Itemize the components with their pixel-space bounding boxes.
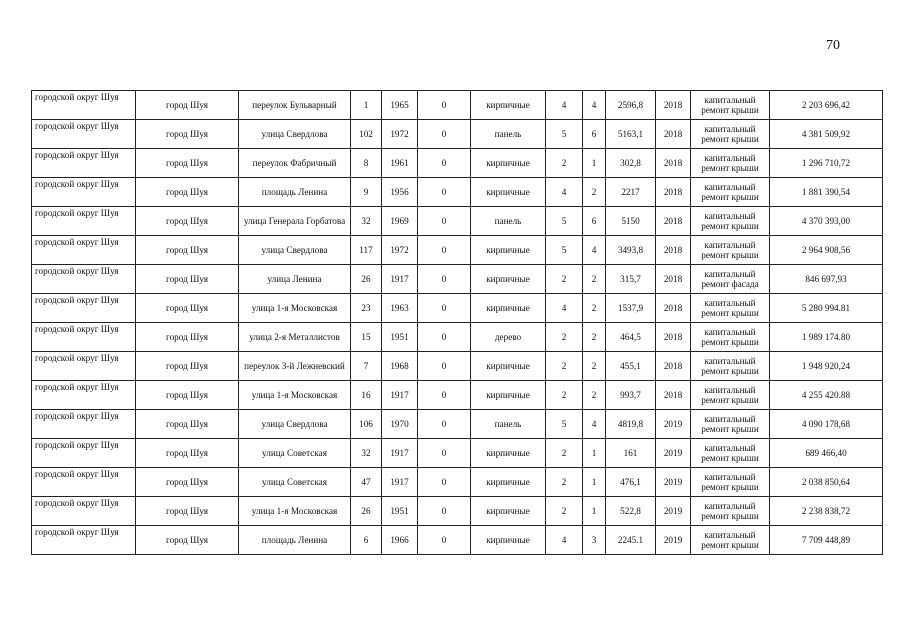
table-row (32, 526, 883, 555)
year-built-cell: 1965 (382, 91, 418, 120)
plan-year-cell: 2019 (656, 468, 691, 497)
plan-year-cell: 2018 (656, 91, 691, 120)
zero-value-cell: 0 (418, 120, 471, 149)
housing-repair-table (31, 90, 883, 555)
area-cell: 161 (606, 439, 656, 468)
house-number-cell: 23 (351, 294, 382, 323)
area-cell: 315,7 (606, 265, 656, 294)
town-cell: город Шуя (136, 439, 239, 468)
street-cell: улица 1-я Московская (239, 294, 351, 323)
floors-cell: 2 (546, 497, 583, 526)
floors-cell: 5 (546, 236, 583, 265)
district-cell: городской округ Шуя (32, 236, 136, 265)
house-number-cell: 15 (351, 323, 382, 352)
plan-year-cell: 2019 (656, 439, 691, 468)
entrances-cell: 2 (583, 294, 606, 323)
entrances-cell: 4 (583, 91, 606, 120)
entrances-cell: 2 (583, 178, 606, 207)
area-cell: 5150 (606, 207, 656, 236)
area-cell: 2245.1 (606, 526, 656, 555)
entrances-cell: 6 (583, 120, 606, 149)
plan-year-cell: 2018 (656, 149, 691, 178)
year-built-cell: 1970 (382, 410, 418, 439)
table-row (32, 410, 883, 439)
year-built-cell: 1961 (382, 149, 418, 178)
cost-cell: 1 948 920,24 (770, 352, 883, 381)
wall-material-cell: кирпичные (471, 526, 546, 555)
table-row (32, 439, 883, 468)
town-cell: город Шуя (136, 178, 239, 207)
year-built-cell: 1966 (382, 526, 418, 555)
wall-material-cell: кирпичные (471, 236, 546, 265)
year-built-cell: 1951 (382, 323, 418, 352)
zero-value-cell: 0 (418, 468, 471, 497)
floors-cell: 2 (546, 265, 583, 294)
plan-year-cell: 2018 (656, 120, 691, 149)
district-cell: городской округ Шуя (32, 207, 136, 236)
zero-value-cell: 0 (418, 526, 471, 555)
street-cell: улица 2-я Металлистов (239, 323, 351, 352)
district-cell: городской округ Шуя (32, 352, 136, 381)
area-cell: 3493,8 (606, 236, 656, 265)
floors-cell: 2 (546, 381, 583, 410)
cost-cell: 1 296 710,72 (770, 149, 883, 178)
street-cell: улица Генерала Горбатова (239, 207, 351, 236)
work-type-cell: капитальный ремонт крыши (691, 410, 770, 439)
wall-material-cell: кирпичные (471, 178, 546, 207)
town-cell: город Шуя (136, 207, 239, 236)
house-number-cell: 8 (351, 149, 382, 178)
zero-value-cell: 0 (418, 178, 471, 207)
area-cell: 5163,1 (606, 120, 656, 149)
zero-value-cell: 0 (418, 207, 471, 236)
district-cell: городской округ Шуя (32, 178, 136, 207)
year-built-cell: 1951 (382, 497, 418, 526)
work-type-cell: капитальный ремонт крыши (691, 497, 770, 526)
zero-value-cell: 0 (418, 265, 471, 294)
street-cell: переулок 3-й Лежневский (239, 352, 351, 381)
area-cell: 2596,8 (606, 91, 656, 120)
year-built-cell: 1963 (382, 294, 418, 323)
house-number-cell: 16 (351, 381, 382, 410)
area-cell: 993,7 (606, 381, 656, 410)
street-cell: площадь Ленина (239, 526, 351, 555)
zero-value-cell: 0 (418, 294, 471, 323)
area-cell: 302,8 (606, 149, 656, 178)
entrances-cell: 3 (583, 526, 606, 555)
plan-year-cell: 2018 (656, 265, 691, 294)
plan-year-cell: 2018 (656, 236, 691, 265)
town-cell: город Шуя (136, 294, 239, 323)
table-row (32, 149, 883, 178)
plan-year-cell: 2018 (656, 178, 691, 207)
district-cell: городской округ Шуя (32, 91, 136, 120)
table-row (32, 468, 883, 497)
year-built-cell: 1917 (382, 439, 418, 468)
work-type-cell: капитальный ремонт крыши (691, 352, 770, 381)
wall-material-cell: кирпичные (471, 381, 546, 410)
street-cell: улица Советская (239, 468, 351, 497)
cost-cell: 4 255 420.88 (770, 381, 883, 410)
town-cell: город Шуя (136, 526, 239, 555)
floors-cell: 5 (546, 120, 583, 149)
work-type-cell: капитальный ремонт крыши (691, 149, 770, 178)
district-cell: городской округ Шуя (32, 526, 136, 555)
work-type-cell: капитальный ремонт крыши (691, 468, 770, 497)
area-cell: 476,1 (606, 468, 656, 497)
work-type-cell: капитальный ремонт крыши (691, 207, 770, 236)
district-cell: городской округ Шуя (32, 149, 136, 178)
cost-cell: 4 381 509,92 (770, 120, 883, 149)
cost-cell: 2 238 838,72 (770, 497, 883, 526)
street-cell: улица Свердлова (239, 120, 351, 149)
district-cell: городской округ Шуя (32, 294, 136, 323)
entrances-cell: 2 (583, 265, 606, 294)
street-cell: переулок Фабричный (239, 149, 351, 178)
year-built-cell: 1917 (382, 265, 418, 294)
district-cell: городской округ Шуя (32, 410, 136, 439)
wall-material-cell: кирпичные (471, 468, 546, 497)
plan-year-cell: 2018 (656, 207, 691, 236)
cost-cell: 7 709 448,89 (770, 526, 883, 555)
cost-cell: 2 964 908,56 (770, 236, 883, 265)
table-row (32, 91, 883, 120)
table-row (32, 294, 883, 323)
floors-cell: 4 (546, 178, 583, 207)
house-number-cell: 26 (351, 265, 382, 294)
town-cell: город Шуя (136, 91, 239, 120)
cost-cell: 1 881 390,54 (770, 178, 883, 207)
page-number: 70 (826, 38, 840, 53)
street-cell: улица Свердлова (239, 236, 351, 265)
zero-value-cell: 0 (418, 497, 471, 526)
floors-cell: 2 (546, 149, 583, 178)
plan-year-cell: 2018 (656, 323, 691, 352)
cost-cell: 689 466,40 (770, 439, 883, 468)
house-number-cell: 1 (351, 91, 382, 120)
floors-cell: 2 (546, 323, 583, 352)
floors-cell: 5 (546, 207, 583, 236)
floors-cell: 2 (546, 352, 583, 381)
entrances-cell: 1 (583, 439, 606, 468)
house-number-cell: 106 (351, 410, 382, 439)
cost-cell: 4 370 393,00 (770, 207, 883, 236)
wall-material-cell: дерево (471, 323, 546, 352)
town-cell: город Шуя (136, 149, 239, 178)
cost-cell: 2 038 850,64 (770, 468, 883, 497)
table-row (32, 323, 883, 352)
floors-cell: 4 (546, 294, 583, 323)
year-built-cell: 1969 (382, 207, 418, 236)
entrances-cell: 4 (583, 410, 606, 439)
town-cell: город Шуя (136, 236, 239, 265)
zero-value-cell: 0 (418, 323, 471, 352)
table-row (32, 178, 883, 207)
cost-cell: 5 280 994.81 (770, 294, 883, 323)
town-cell: город Шуя (136, 468, 239, 497)
plan-year-cell: 2019 (656, 497, 691, 526)
plan-year-cell: 2018 (656, 352, 691, 381)
town-cell: город Шуя (136, 265, 239, 294)
cost-cell: 4 090 178,68 (770, 410, 883, 439)
wall-material-cell: кирпичные (471, 149, 546, 178)
work-type-cell: капитальный ремонт крыши (691, 439, 770, 468)
wall-material-cell: панель (471, 207, 546, 236)
entrances-cell: 1 (583, 468, 606, 497)
work-type-cell: капитальный ремонт крыши (691, 323, 770, 352)
street-cell: улица Советская (239, 439, 351, 468)
zero-value-cell: 0 (418, 236, 471, 265)
town-cell: город Шуя (136, 381, 239, 410)
town-cell: город Шуя (136, 497, 239, 526)
district-cell: городской округ Шуя (32, 265, 136, 294)
district-cell: городской округ Шуя (32, 120, 136, 149)
house-number-cell: 26 (351, 497, 382, 526)
year-built-cell: 1972 (382, 120, 418, 149)
district-cell: городской округ Шуя (32, 381, 136, 410)
entrances-cell: 2 (583, 381, 606, 410)
wall-material-cell: панель (471, 410, 546, 439)
zero-value-cell: 0 (418, 91, 471, 120)
wall-material-cell: кирпичные (471, 294, 546, 323)
plan-year-cell: 2018 (656, 381, 691, 410)
wall-material-cell: кирпичные (471, 265, 546, 294)
district-cell: городской округ Шуя (32, 468, 136, 497)
house-number-cell: 102 (351, 120, 382, 149)
town-cell: город Шуя (136, 410, 239, 439)
table-row (32, 207, 883, 236)
work-type-cell: капитальный ремонт крыши (691, 178, 770, 207)
work-type-cell: капитальный ремонт крыши (691, 91, 770, 120)
area-cell: 455,1 (606, 352, 656, 381)
wall-material-cell: кирпичные (471, 91, 546, 120)
area-cell: 4819,8 (606, 410, 656, 439)
work-type-cell: капитальный ремонт крыши (691, 381, 770, 410)
floors-cell: 4 (546, 91, 583, 120)
street-cell: улица 1-я Московская (239, 497, 351, 526)
table-row (32, 381, 883, 410)
zero-value-cell: 0 (418, 352, 471, 381)
entrances-cell: 4 (583, 236, 606, 265)
zero-value-cell: 0 (418, 149, 471, 178)
work-type-cell: капитальный ремонт крыши (691, 120, 770, 149)
table-row (32, 352, 883, 381)
entrances-cell: 1 (583, 149, 606, 178)
work-type-cell: капитальный ремонт фасада (691, 265, 770, 294)
table-row (32, 236, 883, 265)
street-cell: площадь Ленина (239, 178, 351, 207)
cost-cell: 2 203 696,42 (770, 91, 883, 120)
entrances-cell: 6 (583, 207, 606, 236)
entrances-cell: 2 (583, 323, 606, 352)
table-row (32, 265, 883, 294)
area-cell: 464,5 (606, 323, 656, 352)
house-number-cell: 6 (351, 526, 382, 555)
area-cell: 522,8 (606, 497, 656, 526)
zero-value-cell: 0 (418, 439, 471, 468)
wall-material-cell: кирпичные (471, 497, 546, 526)
plan-year-cell: 2019 (656, 410, 691, 439)
street-cell: улица 1-я Московская (239, 381, 351, 410)
zero-value-cell: 0 (418, 381, 471, 410)
zero-value-cell: 0 (418, 410, 471, 439)
house-number-cell: 47 (351, 468, 382, 497)
cost-cell: 1 989 174.80 (770, 323, 883, 352)
district-cell: городской округ Шуя (32, 323, 136, 352)
house-number-cell: 9 (351, 178, 382, 207)
cost-cell: 846 697,93 (770, 265, 883, 294)
house-number-cell: 7 (351, 352, 382, 381)
house-number-cell: 32 (351, 207, 382, 236)
wall-material-cell: кирпичные (471, 352, 546, 381)
area-cell: 1537,9 (606, 294, 656, 323)
district-cell: городской округ Шуя (32, 497, 136, 526)
floors-cell: 2 (546, 439, 583, 468)
wall-material-cell: панель (471, 120, 546, 149)
town-cell: город Шуя (136, 120, 239, 149)
floors-cell: 4 (546, 526, 583, 555)
floors-cell: 2 (546, 468, 583, 497)
work-type-cell: капитальный ремонт крыши (691, 236, 770, 265)
entrances-cell: 1 (583, 497, 606, 526)
street-cell: улица Ленина (239, 265, 351, 294)
district-cell: городской округ Шуя (32, 439, 136, 468)
work-type-cell: капитальный ремонт крыши (691, 526, 770, 555)
town-cell: город Шуя (136, 323, 239, 352)
table-body (32, 91, 883, 555)
floors-cell: 5 (546, 410, 583, 439)
year-built-cell: 1956 (382, 178, 418, 207)
wall-material-cell: кирпичные (471, 439, 546, 468)
house-number-cell: 32 (351, 439, 382, 468)
year-built-cell: 1968 (382, 352, 418, 381)
area-cell: 2217 (606, 178, 656, 207)
year-built-cell: 1917 (382, 468, 418, 497)
work-type-cell: капитальный ремонт крыши (691, 294, 770, 323)
plan-year-cell: 2018 (656, 294, 691, 323)
entrances-cell: 2 (583, 352, 606, 381)
plan-year-cell: 2019 (656, 526, 691, 555)
year-built-cell: 1917 (382, 381, 418, 410)
street-cell: улица Свердлова (239, 410, 351, 439)
town-cell: город Шуя (136, 352, 239, 381)
street-cell: переулок Бульварный (239, 91, 351, 120)
table-row (32, 497, 883, 526)
house-number-cell: 117 (351, 236, 382, 265)
table-row (32, 120, 883, 149)
year-built-cell: 1972 (382, 236, 418, 265)
